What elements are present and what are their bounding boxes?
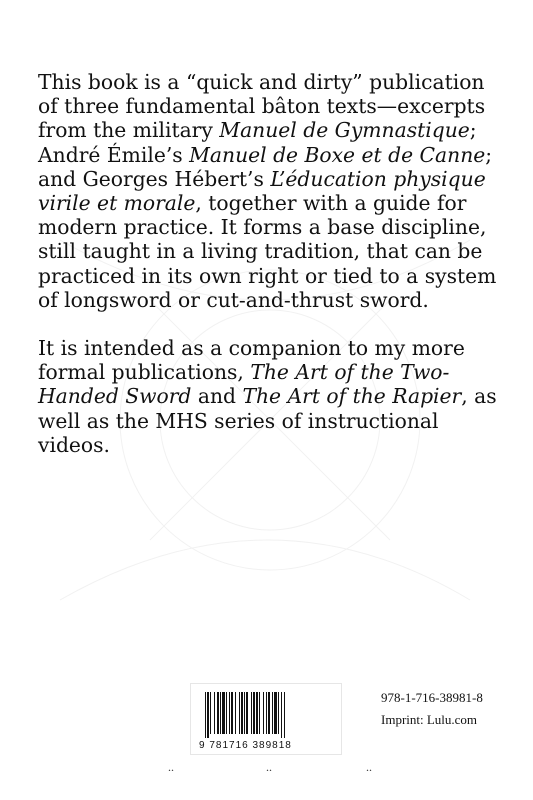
p2-text-2: and: [191, 384, 243, 409]
back-cover-blurb: [38, 70, 500, 481]
p1-title-manuel-boxe: Manuel de Boxe et de Canne: [189, 142, 486, 167]
p2-text-3: , as well as the MHS series of instructional videos.: [38, 384, 497, 457]
p1-text-1: This book is a “quick and dirty” publication of three fundamental bâton texts—excerpts from the military: [38, 70, 486, 143]
barcode-digits: 9 781716 389818: [199, 740, 292, 751]
isbn-number: 978-1-716-38981-8: [381, 690, 483, 705]
p1-text-3: ; and Georges Hébert’s: [38, 142, 493, 191]
imprint-label: Imprint: Lulu.com: [381, 712, 478, 727]
p1-text-2: ; André Émile’s: [38, 118, 477, 167]
p1-text-4: , together with a guide for modern practice. It forms a base discipline, still taught in a living tradition, that can be practiced in its own right or tied to a system of longsword or cut-and-thrust sword.: [38, 191, 497, 312]
p1-title-education-physique: L’éducation physique virile et morale: [38, 166, 486, 216]
footer-dots-left: ..: [168, 760, 174, 774]
isbn-barcode: [190, 683, 342, 755]
p2-title-two-handed-sword: The Art of the Two-Handed Sword: [38, 360, 450, 409]
p2-title-art-of-rapier: The Art of the Rapier: [242, 384, 462, 409]
blurb-paragraph-2: [38, 336, 500, 457]
p2-text-1: It is intended as a companion to my more formal publications,: [38, 336, 465, 385]
p1-title-manuel-gymnastique: Manuel de Gymnastique: [219, 118, 470, 143]
barcode-bars: [205, 692, 325, 738]
footer-dots-right: ..: [366, 760, 372, 774]
blurb-paragraph-1: [38, 70, 500, 312]
footer-dots-center: ..: [266, 760, 272, 774]
